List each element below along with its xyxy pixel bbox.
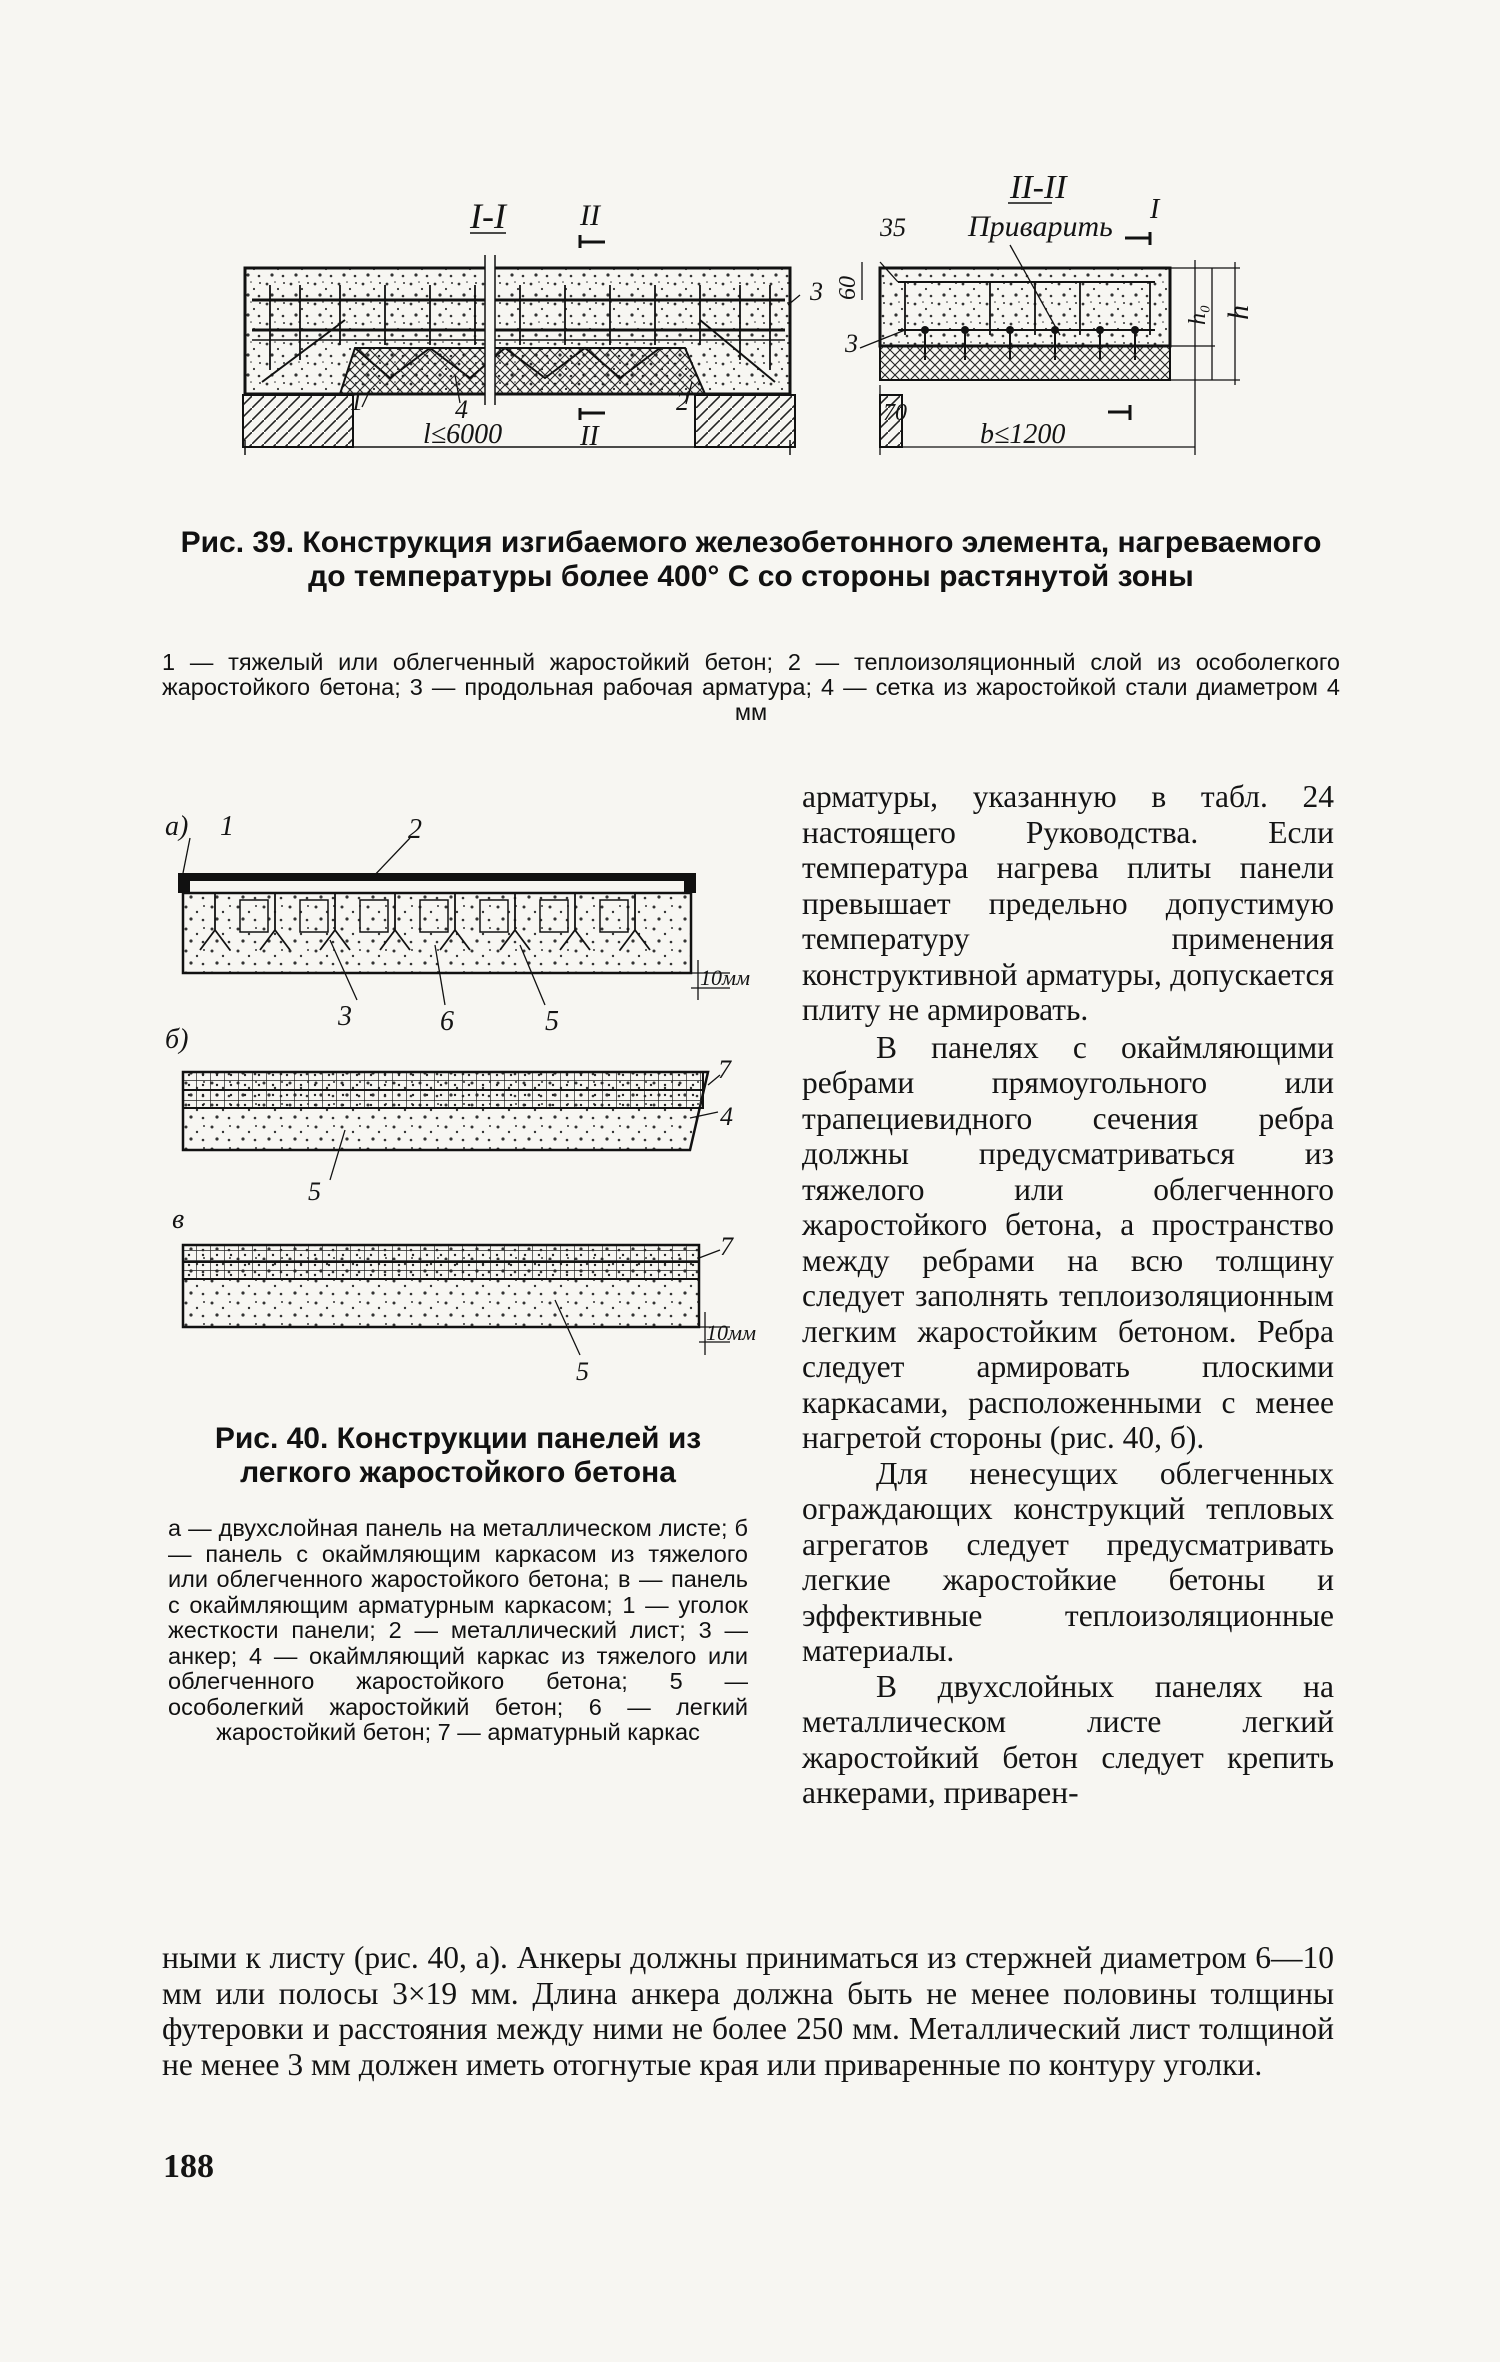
fig39-label-1: 1 — [350, 387, 363, 416]
fig40-b-label-4: 4 — [720, 1102, 733, 1131]
fig40-panel-b — [165, 1024, 733, 1206]
fig39-cut-II-bottom: II — [580, 421, 599, 452]
fig39-cut-I-top: I — [1150, 194, 1160, 225]
fig39-cut-II-top: II — [580, 199, 600, 232]
fig40-a-label-1: 1 — [220, 811, 234, 842]
fig39-dim-60: 60 — [835, 276, 861, 300]
fig39-label-4: 4 — [455, 395, 468, 424]
full-width-text — [162, 1940, 1334, 2082]
fig39-dim-70: 70 — [883, 400, 907, 426]
fig39-dim-length: l≤6000 — [423, 419, 503, 450]
fig39-section-1-label: I-I — [470, 196, 506, 236]
fig40-caption-title: Рис. 40. Конструкции панелей из легкого жаростойкого бетона — [214, 1422, 702, 1489]
fig40-label-v: в — [172, 1204, 185, 1235]
fig39-dim-h: h — [1222, 305, 1255, 320]
paragraph-3: Для ненесущих облегченных ограждающих конструкций тепловых агрегатов следует предусматривать легкие жаростойкие бетоны и эффективные теплоизоляционные материалы. — [802, 1455, 1334, 1668]
fig40-b-label-5: 5 — [308, 1177, 321, 1206]
fig40-a-label-2: 2 — [408, 814, 422, 845]
fig40-v-dim-10: 10мм — [706, 1320, 757, 1345]
fig39-dim-35: 35 — [880, 213, 906, 242]
fig40-panel-a — [165, 811, 750, 1037]
fig40-v-label-5: 5 — [576, 1357, 589, 1386]
paragraph-4-start: В двухслойных панелях на металлическом листе легкий жаростойкий бетон следует крепить анкерами, приварен- — [802, 1668, 1334, 1810]
fig39-label-2: 2 — [676, 387, 689, 416]
fig40-a-dim-10: 10мм — [700, 965, 751, 990]
fig39-dim-h0: h₀ — [1185, 304, 1211, 325]
right-column-text — [802, 779, 1334, 1811]
fig40-panel-v — [172, 1204, 756, 1386]
fig39-section-2-label: II-II — [1010, 169, 1067, 206]
page-number: 188 — [163, 2148, 214, 2185]
fig39-caption-title: Рис. 39. Конструкция изгибаемого железобетонного элемента, нагреваемого до температуры более 400° С со стороны растянутой зоны — [180, 526, 1322, 593]
paragraph-2: В панелях с окаймляющими ребрами прямоугольного или трапециевидного сечения ребра должны предусматриваться из тяжелого или облегченного жаростойкого бетона, а пространство между ребрами на всю толщину следует заполнять теплоизоляционным легким жаростойким бетоном. Ребра следует армировать плоскими каркасами, расположенными с менее нагретой стороны (рис. 40, б). — [802, 1029, 1334, 1455]
fig40-label-a: а) — [165, 811, 189, 842]
paragraph-1: арматуры, указанную в табл. 24 настоящего Руководства. Если температура нагрева плиты панели превышает предельно допустимую температуру применения конструктивной арматуры, допускается плиту не армировать. — [802, 779, 1334, 1027]
fig40-a-label-3: 3 — [338, 1001, 352, 1032]
fig40-a-label-6: 6 — [440, 1006, 454, 1037]
fig39-label-3-left: 3 — [810, 277, 823, 306]
fig40-a-label-5: 5 — [545, 1006, 559, 1037]
fig40-label-b: б) — [165, 1024, 189, 1055]
fig39-legend: 1 — тяжелый или облегченный жаростойкий бетон; 2 — теплоизоляционный слой из особолегкого жаростойкого бетона; 3 — продольная рабочая арматура; 4 — сетка из жаростойкой стали диаметром 4 мм — [162, 649, 1340, 725]
fig39-weld-label: Приварить — [968, 210, 1113, 243]
fig39-label-3-right: 3 — [845, 329, 858, 358]
fig40-v-label-7: 7 — [720, 1232, 733, 1261]
fig40-b-label-7: 7 — [718, 1055, 731, 1084]
fig40-legend: а — двухслойная панель на металлическом листе; б — панель с окаймляющим каркасом из тяжелого или облегченного жаростойкого бетона; в — панель с окаймляющим арматурным каркасом; 1 — уголок жесткости панели; 2 — металлический лист; 3 — анкер; 4 — окаймляющий каркас из тяжелого или облегченного жаростойкого бетона; 5 — особолегкий жаростойкий бетон; 6 — легкий жаростойкий бетон; 7 — арматурный каркас — [168, 1515, 748, 1745]
fig39-dim-width: b≤1200 — [980, 419, 1066, 450]
paragraph-4-continued: ными к листу (рис. 40, а). Анкеры должны приниматься из стержней диаметром 6—10 мм или полосы 3×19 мм. Длина анкера должна быть не менее половины толщины футеровки и расстояния между ними не более 250 мм. Металлический лист толщиной не менее 3 мм должен иметь отогнутые края или приваренные по контуру уголки. — [162, 1940, 1334, 2082]
